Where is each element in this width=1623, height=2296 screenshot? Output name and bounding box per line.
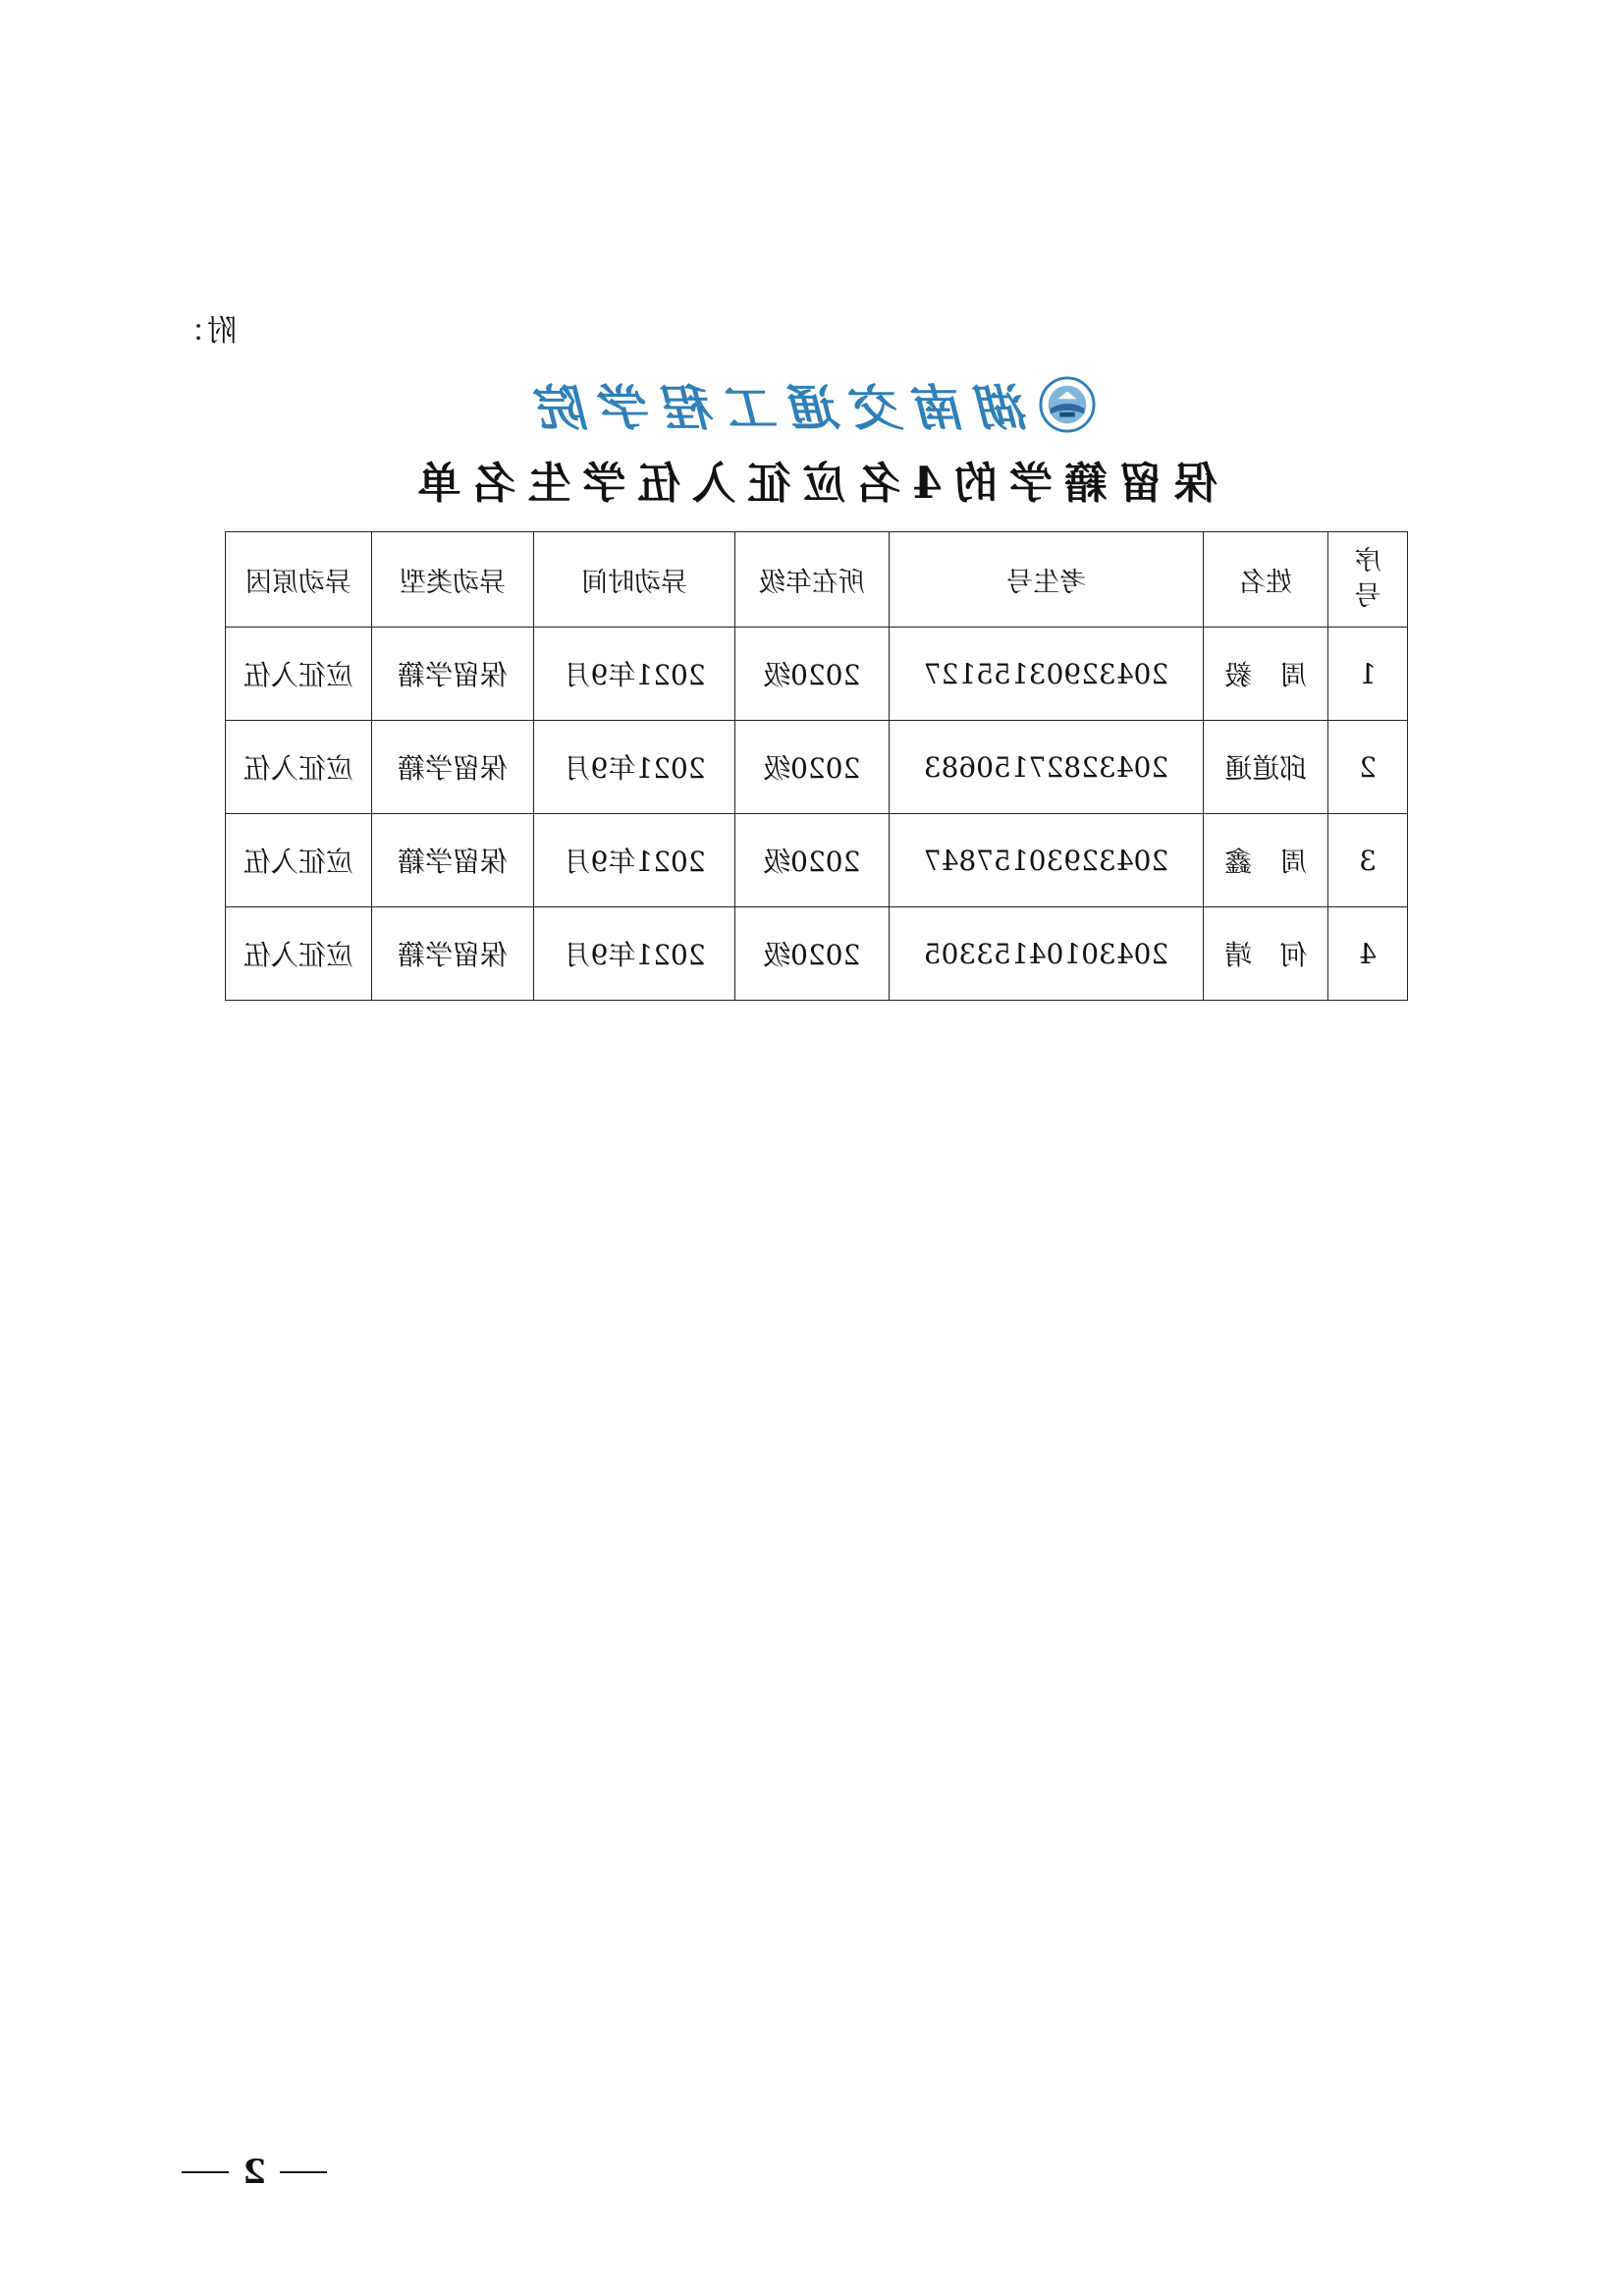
school-header [0,365,1623,444]
school-name-logotype: 湖南交通工程学院 [526,379,1030,437]
school-logo-emblem-icon [1040,376,1097,433]
student-roster-table [225,531,1408,1001]
page-number [182,2153,327,2192]
cell-type: 保留学籍 [371,721,534,814]
table-row [226,814,1408,907]
cell-name: 何 靖 [1204,907,1328,1001]
cell-exam-no: 20430104153305 [889,907,1204,1001]
page-number-value: 2 [243,2153,266,2192]
cell-no: 2 [1328,721,1408,814]
cell-grade: 2020级 [734,628,889,721]
cell-type: 保留学籍 [371,907,534,1001]
cell-grade: 2020级 [734,721,889,814]
cell-exam-no: 20432827150683 [889,721,1204,814]
cell-no: 3 [1328,814,1408,907]
cell-time: 2021年9月 [534,814,735,907]
cell-reason: 应征入伍 [226,814,372,907]
header-no-line1: 序 [1354,546,1381,576]
cell-time: 2021年9月 [534,628,735,721]
cell-no: 1 [1328,628,1408,721]
header-reason: 异动原因 [226,532,372,628]
cell-reason: 应征入伍 [226,907,372,1001]
header-exam-no: 考生号 [889,532,1204,628]
cell-exam-no: 20432903155127 [889,628,1204,721]
cell-type: 保留学籍 [371,814,534,907]
cell-name: 周 鑫 [1204,814,1328,907]
header-grade: 所在年级 [734,532,889,628]
cell-no: 4 [1328,907,1408,1001]
attachment-label: 附： [174,314,237,349]
cell-time: 2021年9月 [534,907,735,1001]
table-row [226,628,1408,721]
cell-type: 保留学籍 [371,628,534,721]
page-number-dash-right [182,2171,229,2173]
header-type: 异动类型 [371,532,534,628]
header-time: 异动时间 [534,532,735,628]
cell-grade: 2020级 [734,907,889,1001]
cell-grade: 2020级 [734,814,889,907]
cell-exam-no: 20432930157847 [889,814,1204,907]
table-row [226,907,1408,1001]
cell-name: 周 毅 [1204,628,1328,721]
cell-reason: 应征入伍 [226,721,372,814]
page-number-dash-left [280,2171,327,2173]
header-name: 姓名 [1204,532,1328,628]
cell-reason: 应征入伍 [226,628,372,721]
cell-name: 邱道通 [1204,721,1328,814]
table-header-row [226,532,1408,628]
cell-time: 2021年9月 [534,721,735,814]
header-no [1328,532,1408,628]
table-row [226,721,1408,814]
header-no-line2: 号 [1354,581,1381,612]
document-title: 保留籍学的4名应征入伍学生名单 [406,459,1217,509]
